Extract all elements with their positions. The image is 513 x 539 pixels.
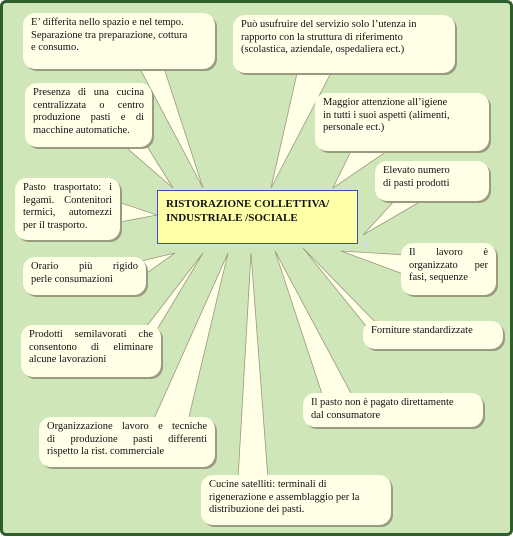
callout-igiene-line-3: personale ect.) <box>323 122 385 134</box>
callout-cucina-centralizzata-line-4: macchine automatiche. <box>33 124 130 136</box>
callout-pasti-prodotti-line-1: Elevato numero <box>383 165 450 176</box>
callout-pointer-pasti-prodotti <box>363 197 428 235</box>
callout-pointer-cucine-satelliti <box>238 253 268 479</box>
callout-organizzazione-line-3: rispetto la rist. commerciale <box>47 446 165 458</box>
callout-cucine-satelliti-line-3: distribuzione dei pasti. <box>209 504 305 516</box>
callout-pointer-pasto-trasportato <box>115 201 157 223</box>
callout-pasti-prodotti <box>375 161 489 201</box>
callout-orario <box>23 257 146 295</box>
callout-forniture-line-1: Forniture standardizzate <box>371 325 473 336</box>
callout-utenza <box>233 15 455 73</box>
central-topic <box>157 190 358 244</box>
callout-pasto-pagato-line-2: dal consumatore <box>311 409 381 421</box>
callout-orario-line-2: perle consumazioni <box>31 273 113 285</box>
callout-lavoro-fasi-line-3: fasi, sequenze <box>409 272 468 284</box>
callout-cucina-centralizzata-line-3: produzione pasti e di <box>33 112 144 124</box>
callout-orario-line-1: Orario più rigido <box>31 261 138 272</box>
callout-pasto-trasportato-line-4: per il trasporto. <box>23 219 88 231</box>
callout-pointer-lavoro-fasi <box>341 251 406 275</box>
callout-cucine-satelliti <box>201 475 391 525</box>
callout-igiene-line-1: Maggior attenzione all’igiene <box>323 97 448 108</box>
callout-organizzazione <box>39 417 215 467</box>
callout-cucina-centralizzata-line-2: centralizzata o centro <box>33 99 144 111</box>
callout-semilavorati-line-3: alcune lavorazioni <box>29 354 107 366</box>
callout-igiene-line-2: in tutti i suoi aspetti (alimenti, <box>323 109 450 121</box>
callout-semilavorati-line-2: consentono di eliminare <box>29 341 153 353</box>
callout-semilavorati-line-1: Prodotti semilavorati che <box>29 329 153 340</box>
callout-pasti-prodotti-line-2: di pasti prodotti <box>383 177 450 189</box>
callout-semilavorati <box>21 325 161 377</box>
callout-pasto-pagato-line-1: Il pasto non è pagato direttamente <box>311 397 454 408</box>
central-topic-line-2: INDUSTRIALE /SOCIALE <box>166 212 298 224</box>
callout-spazio-tempo-line-2: Separazione tra preparazione, cottura <box>31 29 188 41</box>
callout-cucine-satelliti-line-2: rigenerazione e assemblaggio per la <box>209 491 360 503</box>
callout-pointer-pasto-pagato <box>275 251 353 397</box>
callout-pasto-trasportato <box>15 178 120 240</box>
callout-pasto-pagato <box>303 393 483 427</box>
callout-utenza-line-2: rapporto con la struttura di riferimento <box>241 31 403 43</box>
callout-cucine-satelliti-line-1: Cucine satelliti: terminali di <box>209 479 327 490</box>
callout-pointer-cucina-centralizzata <box>121 143 173 188</box>
callout-forniture <box>363 321 503 349</box>
callout-pasto-trasportato-line-3: termici, automezzi <box>23 207 112 219</box>
callout-lavoro-fasi-line-1: Il lavoro è <box>409 247 488 258</box>
callout-organizzazione-line-2: di produzione pasti differenti <box>47 433 207 445</box>
callout-spazio-tempo-line-3: e consumo. <box>31 42 79 54</box>
callout-pasto-trasportato-line-1: Pasto trasportato: i <box>23 182 112 193</box>
callout-pasto-trasportato-line-2: legami. Contenitori <box>23 194 112 206</box>
central-topic-line-1: RISTORAZIONE COLLETTIVA/ <box>166 198 330 210</box>
callout-lavoro-fasi-line-2: organizzato per <box>409 259 488 271</box>
callout-spazio-tempo <box>23 13 215 69</box>
callout-utenza-line-3: (scolastica, aziendale, ospedaliera ect.) <box>241 44 405 56</box>
callout-utenza-line-1: Può usufruire del servizio solo l’utenza in <box>241 19 417 30</box>
callout-cucina-centralizzata <box>25 83 152 147</box>
callout-lavoro-fasi <box>401 243 496 295</box>
callout-organizzazione-line-1: Organizzazione lavoro e tecniche <box>47 421 207 432</box>
callout-igiene <box>315 93 489 151</box>
callout-spazio-tempo-line-1: E’ differita nello spazio e nel tempo. <box>31 17 184 28</box>
callout-cucina-centralizzata-line-1: Presenza di una cucina <box>33 87 144 98</box>
callout-pointer-organizzazione <box>153 253 228 421</box>
